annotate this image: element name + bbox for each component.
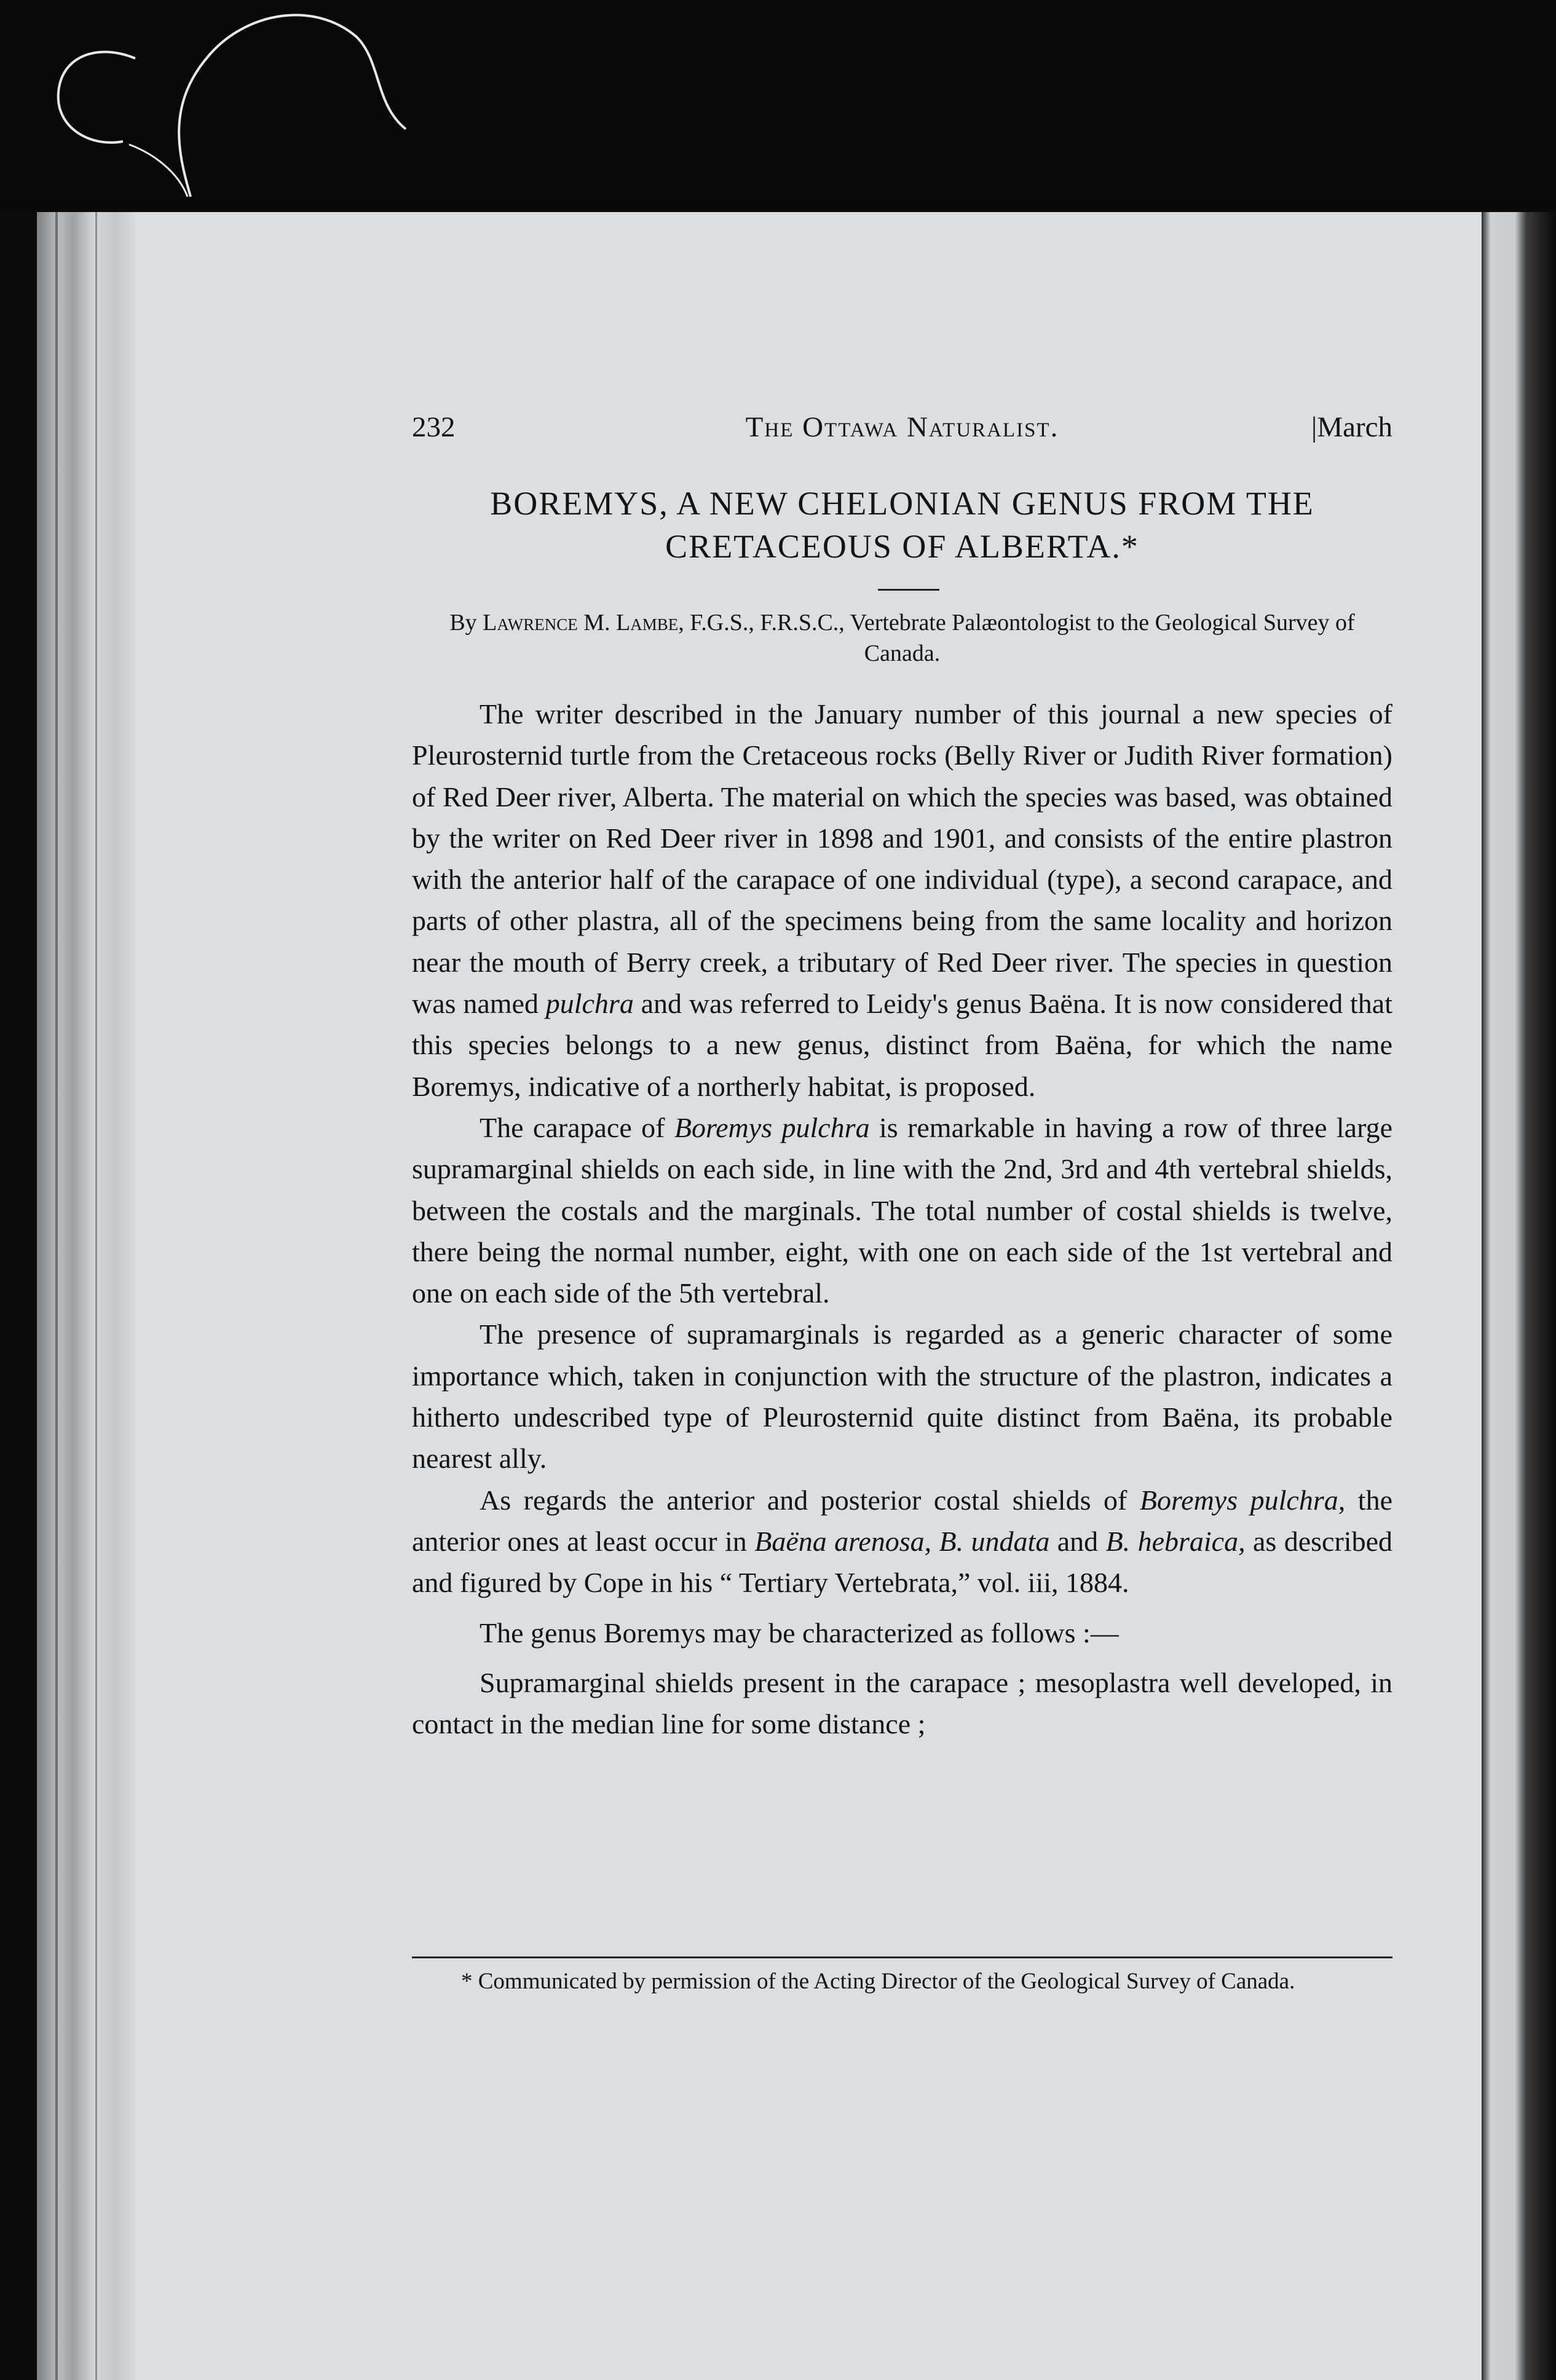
paragraph-6 <box>412 1662 1392 1745</box>
paragraph-3 <box>412 1314 1392 1479</box>
binding-edge <box>1482 212 1556 2380</box>
title-line-2: CRETACEOUS OF ALBERTA.* <box>665 528 1139 565</box>
running-head <box>412 411 1392 454</box>
paragraph-6-text: Supramarginal shields present in the carapace ; mesoplastra well developed, in contact in the median line for some distance ; <box>412 1666 1392 1740</box>
paragraph-4-mid-2: and <box>1049 1525 1106 1557</box>
species-name: pulchra <box>545 988 634 1020</box>
paragraph-1-rest: and was referred to Leidy's genus Baëna. It is now considered that this species belongs to a new genus, distinct from Baëna, for which the name Boremys, indicative of a northerly habitat, is proposed. <box>412 988 1392 1102</box>
scribble-mark <box>25 0 455 209</box>
title-divider <box>878 589 939 591</box>
paragraph-4-lead: As regards the anterior and posterior costal shields of <box>480 1484 1140 1516</box>
author-name: Lawrence M. Lambe <box>483 610 679 636</box>
page-number: 232 <box>412 411 456 443</box>
article-body <box>412 693 1392 1744</box>
species-name: Boremys pulchra <box>674 1111 870 1143</box>
paragraph-4-mid: the anterior ones at least occur in <box>412 1484 1392 1557</box>
paragraph-2-rest: is remarkable in having a row of three large supramarginal shields on each side, in line with the 2nd, 3rd and 4th vertebral shields, between the costals and the marginals. The total number of costal shields is twelve, there being the normal number, eight, with one on each side of the 1st vertebral and one on each side of the 5th vertebral. <box>412 1111 1392 1309</box>
issue-month: |March <box>1311 411 1392 443</box>
species-name: Baëna arenosa, B. undata <box>754 1525 1050 1557</box>
paragraph-3-text: The presence of supramarginals is regarded as a generic character of some importance which, taken in conjunction with the structure of the plastron, indicates a hitherto undescribed type of Pleurosternid quite distinct from Baëna, its probable nearest ally. <box>412 1318 1392 1475</box>
footnote: * Communicated by permission of the Acting Director of the Geological Survey of Canada. <box>461 1969 1295 1994</box>
paragraph-2-lead: The carapace of <box>480 1111 674 1143</box>
article-title <box>412 482 1392 568</box>
title-line-1: BOREMYS, A NEW CHELONIAN GENUS FROM THE <box>490 485 1314 522</box>
byline <box>412 607 1392 669</box>
byline-prefix: By <box>449 610 483 636</box>
paragraph-1 <box>412 693 1392 1107</box>
author-credentials: , F.G.S., F.R.S.C., Vertebrate Palæontologist to the Geological Survey of Canada. <box>678 610 1355 666</box>
paragraph-5 <box>412 1612 1392 1653</box>
paragraph-4-rest: as described and figured by Cope in his “ Tertiary Vertebrata,” vol. iii, 1884. <box>412 1525 1392 1599</box>
journal-name: The Ottawa Naturalist. <box>745 411 1059 443</box>
footnote-divider <box>412 1956 1392 1958</box>
paragraph-5-text: The genus Boremys may be characterized as follows :— <box>480 1617 1119 1649</box>
paragraph-4 <box>412 1480 1392 1604</box>
page-stack-edges <box>37 212 141 2380</box>
paragraph-2 <box>412 1107 1392 1314</box>
species-name: B. hebraica, <box>1105 1525 1246 1557</box>
paragraph-1-text: The writer described in the January number of this journal a new species of Pleurosternid turtle from the Cretaceous rocks (Belly River or Judith River formation) of Red Deer river, Alberta. The material on which the species was based, was obtained by the writer on Red Deer river in 1898 and 1901, and consists of the entire plastron with the anterior half of the carapace of one individual (type), a second carapace, and parts of other plastra, all of the specimens being from the same locality and horizon near the mouth of Berry creek, a tributary of Red Deer river. The species in question was named <box>412 698 1392 1020</box>
species-name: Boremys pulchra, <box>1139 1484 1346 1516</box>
